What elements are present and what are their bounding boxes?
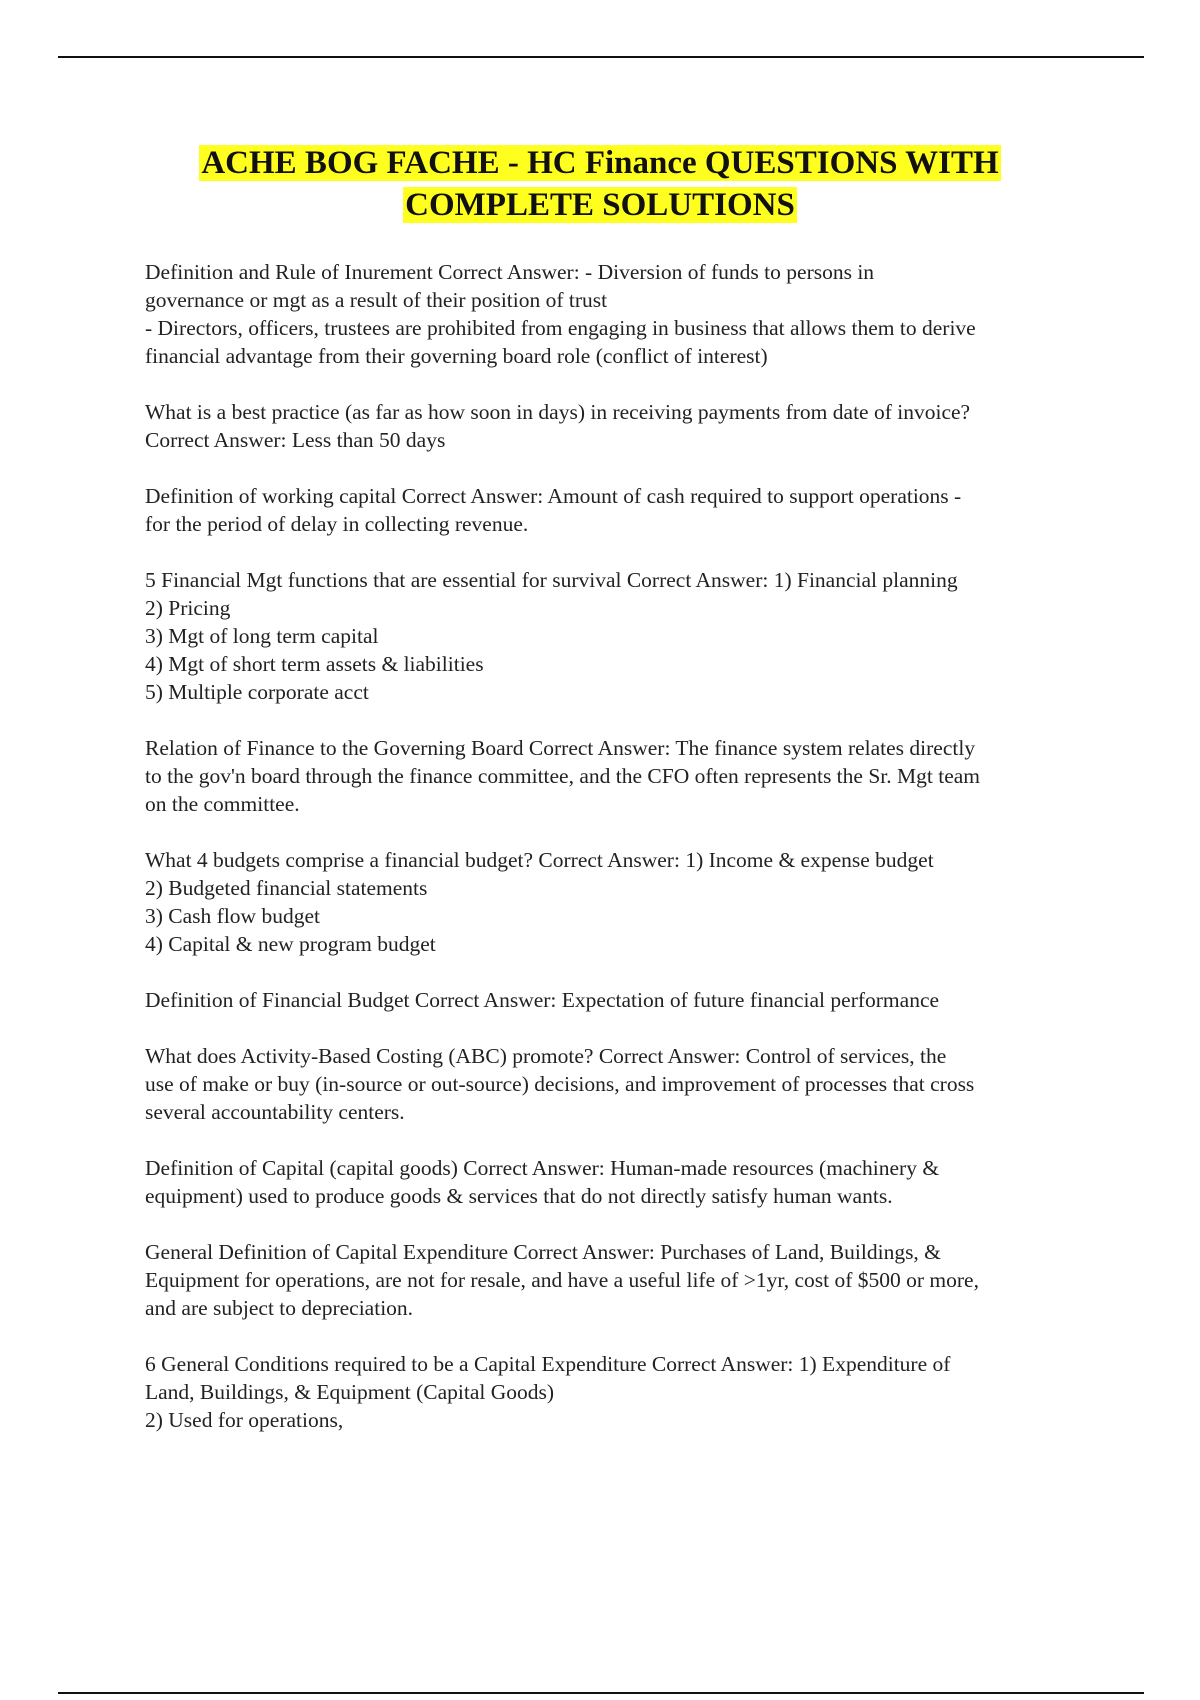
qa-line: 3) Cash flow budget xyxy=(145,904,320,928)
qa-entry xyxy=(145,1350,1095,1434)
qa-entry xyxy=(145,566,1095,706)
qa-entry xyxy=(145,482,1095,538)
document-title xyxy=(60,142,1140,226)
qa-line: Definition of Capital (capital goods) Correct Answer: Human-made resources (machinery & xyxy=(145,1156,940,1180)
qa-line: 2) Pricing xyxy=(145,596,231,620)
qa-line: financial advantage from their governing board role (conflict of interest) xyxy=(145,344,768,368)
qa-entry xyxy=(145,398,1095,454)
qa-line: governance or mgt as a result of their position of trust xyxy=(145,288,608,312)
qa-line: - Directors, officers, trustees are prohibited from engaging in business that allows them to derive xyxy=(145,316,976,340)
qa-entry xyxy=(145,258,1095,370)
qa-line: 3) Mgt of long term capital xyxy=(145,624,379,648)
bottom-rule xyxy=(58,1692,1144,1694)
qa-line: 6 General Conditions required to be a Capital Expenditure Correct Answer: 1) Expenditure of xyxy=(145,1352,951,1376)
qa-line: Land, Buildings, & Equipment (Capital Goods) xyxy=(145,1380,555,1404)
title-line-1: ACHE BOG FACHE - HC Finance QUESTIONS WITH xyxy=(201,145,999,181)
qa-line: 4) Mgt of short term assets & liabilities xyxy=(145,652,484,676)
top-rule xyxy=(58,56,1144,58)
qa-entry xyxy=(145,1238,1095,1322)
qa-line: What does Activity-Based Costing (ABC) promote? Correct Answer: Control of services, the xyxy=(145,1044,947,1068)
qa-entry xyxy=(145,1042,1095,1126)
qa-line: 2) Used for operations, xyxy=(145,1408,344,1432)
qa-line: General Definition of Capital Expenditure Correct Answer: Purchases of Land, Buildings, & xyxy=(145,1240,941,1264)
qa-line: 5 Financial Mgt functions that are essential for survival Correct Answer: 1) Financial planning xyxy=(145,568,958,592)
qa-line: Equipment for operations, are not for resale, and have a useful life of >1yr, cost of $500 or more, xyxy=(145,1268,979,1292)
qa-line: use of make or buy (in-source or out-source) decisions, and improvement of processes that cross xyxy=(145,1072,975,1096)
qa-entry xyxy=(145,734,1095,818)
qa-line: several accountability centers. xyxy=(145,1100,405,1124)
qa-line: Definition of Financial Budget Correct Answer: Expectation of future financial performance xyxy=(145,988,940,1012)
qa-line: 5) Multiple corporate acct xyxy=(145,680,369,704)
qa-line: What 4 budgets comprise a financial budget? Correct Answer: 1) Income & expense budget xyxy=(145,848,934,872)
qa-line: What is a best practice (as far as how soon in days) in receiving payments from date of invoice? xyxy=(145,400,971,424)
qa-entry xyxy=(145,986,1095,1014)
qa-line: 2) Budgeted financial statements xyxy=(145,876,428,900)
qa-entry xyxy=(145,1154,1095,1210)
qa-line: Definition of working capital Correct Answer: Amount of cash required to support operations - xyxy=(145,484,962,508)
qa-line: for the period of delay in collecting revenue. xyxy=(145,512,529,536)
document-body xyxy=(145,258,1095,1462)
title-line-2: COMPLETE SOLUTIONS xyxy=(405,187,795,223)
qa-entry xyxy=(145,846,1095,958)
qa-line: Correct Answer: Less than 50 days xyxy=(145,428,446,452)
qa-line: on the committee. xyxy=(145,792,300,816)
qa-line: and are subject to depreciation. xyxy=(145,1296,414,1320)
qa-line: to the gov'n board through the finance committee, and the CFO often represents the Sr. Mgt team xyxy=(145,764,981,788)
qa-line: equipment) used to produce goods & services that do not directly satisfy human wants. xyxy=(145,1184,893,1208)
qa-line: Relation of Finance to the Governing Board Correct Answer: The finance system relates directly xyxy=(145,736,976,760)
qa-line: Definition and Rule of Inurement Correct Answer: - Diversion of funds to persons in xyxy=(145,260,875,284)
qa-line: 4) Capital & new program budget xyxy=(145,932,436,956)
